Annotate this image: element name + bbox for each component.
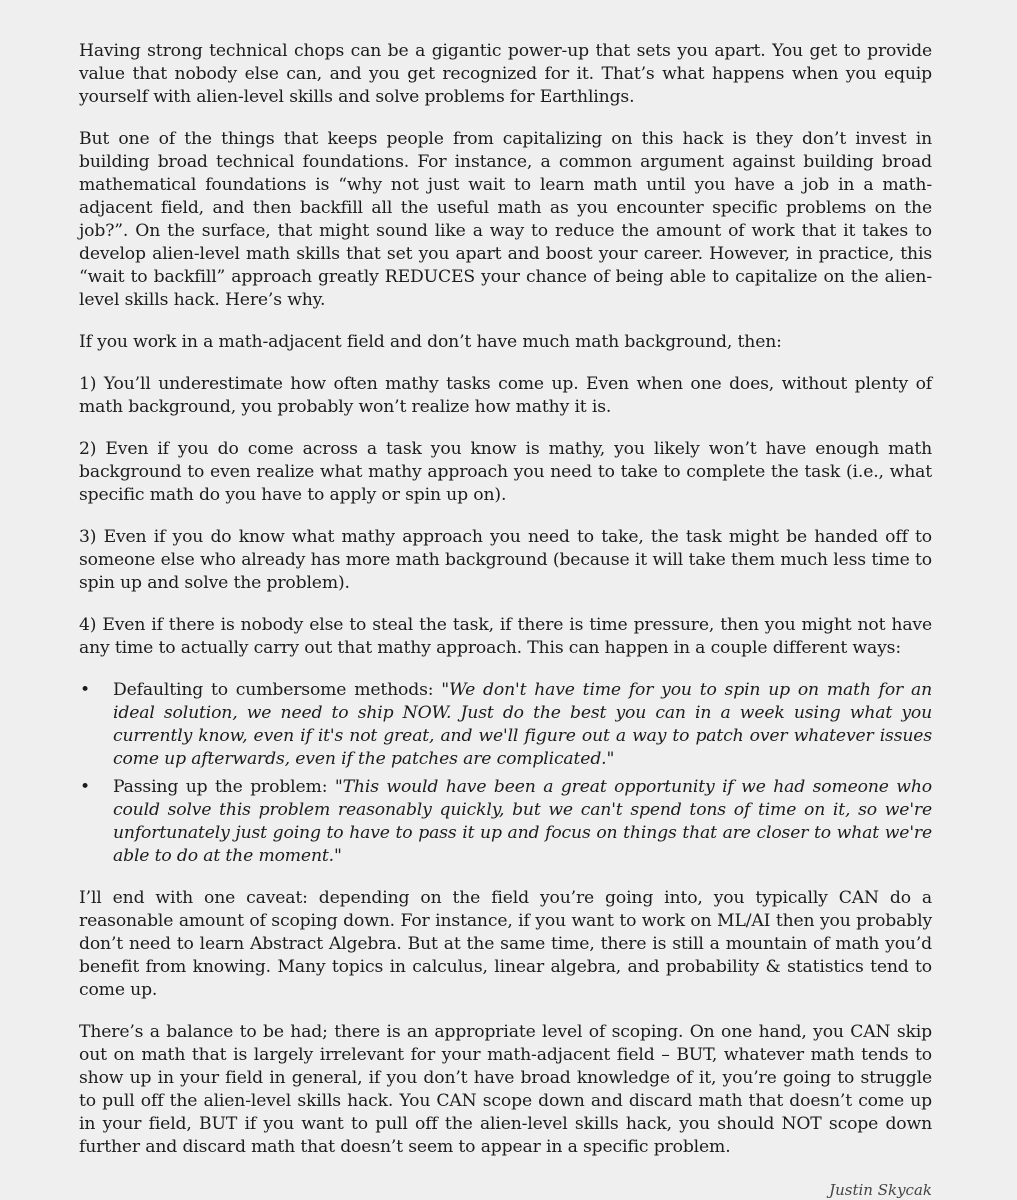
bullet-item-passing-up — [79, 776, 932, 868]
bullet-marker: • — [80, 680, 90, 700]
paragraph-list-lead: If you work in a math-adjacent field and don’t have much math background, then: — [79, 332, 782, 352]
paragraph-caveat: I’ll end with one caveat: depending on the field you’re going into, you typically CAN do a reasonable amount of scoping down. For instance, if you want to work on ML/AI then you probably don’t need to learn Abstract Algebra. But at the same time, there is still a mountain of math you’d benefit from knowing. Many topics in calculus, linear algebra, and probability & statistics tend to come up. — [79, 888, 932, 1000]
author-signature: Justin Skycak — [829, 1181, 932, 1199]
bullet-quote: "This would have been a great opportunity if we had someone who could solve this problem reasonably quickly, but we can't spend tons of time on it, so we're unfortunately just going to have to pass it up and focus on things that are closer to what we're able to do at the moment." — [113, 777, 932, 866]
paragraph-backfill-argument: But one of the things that keeps people from capitalizing on this hack is they don’t invest in building broad technical foundations. For instance, a common argument against building broad mathematical foundations is “why not just wait to learn math until you have a job in a math-adjacent field, and then backfill all the useful math as you encounter specific problems on the job?”. On the surface, that might sound like a way to reduce the amount of work that it takes to develop alien-level math skills that set you apart and boost your career. However, in practice, this “wait to backfill” approach greatly REDUCES your chance of being able to capitalize on the alien-level skills hack. Here’s why. — [79, 129, 932, 310]
bullet-marker: • — [80, 777, 90, 797]
bullet-lead: Passing up the problem: — [113, 777, 335, 797]
bullet-lead: Defaulting to cumbersome methods: — [113, 680, 442, 700]
bullet-quote: "We don't have time for you to spin up on math for an ideal solution, we need to ship NOW. Just do the best you can in a week using what you currently know, even if it's not great, and we'll figure out a way to patch over whatever issues come up afterwards, even if the patches are complicated." — [113, 680, 932, 769]
paragraph-intro: Having strong technical chops can be a gigantic power-up that sets you apart. You get to provide value that nobody else can, and you get recognized for it. That’s what happens when you equip yourself with alien-level skills and solve problems for Earthlings. — [79, 41, 932, 107]
paragraph-point-4: 4) Even if there is nobody else to steal the task, if there is time pressure, then you might not have any time to actually carry out that mathy approach. This can happen in a couple different ways: — [79, 615, 932, 658]
paragraph-point-2: 2) Even if you do come across a task you know is mathy, you likely won’t have enough math background to even realize what mathy approach you need to take to complete the task (i.e., what specific math do you have to apply or spin up on). — [79, 439, 932, 505]
paragraph-balance: There’s a balance to be had; there is an appropriate level of scoping. On one hand, you CAN skip out on math that is largely irrelevant for your math-adjacent field – BUT, whatever math tends to show up in your field in general, if you don’t have broad knowledge of it, you’re going to struggle to pull off the alien-level skills hack. You CAN scope down and discard math that doesn’t come up in your field, BUT if you want to pull off the alien-level skills hack, you should NOT scope down further and discard math that doesn’t seem to appear in a specific problem. — [79, 1022, 932, 1157]
paragraph-point-1: 1) You’ll underestimate how often mathy tasks come up. Even when one does, without plenty of math background, you probably won’t realize how mathy it is. — [79, 374, 932, 417]
bullet-item-cumbersome-methods — [79, 679, 932, 771]
bullet-list — [79, 679, 932, 868]
paragraph-point-3: 3) Even if you do know what mathy approach you need to take, the task might be handed off to someone else who already has more math background (because it will take them much less time to spin up and solve the problem). — [79, 527, 932, 593]
